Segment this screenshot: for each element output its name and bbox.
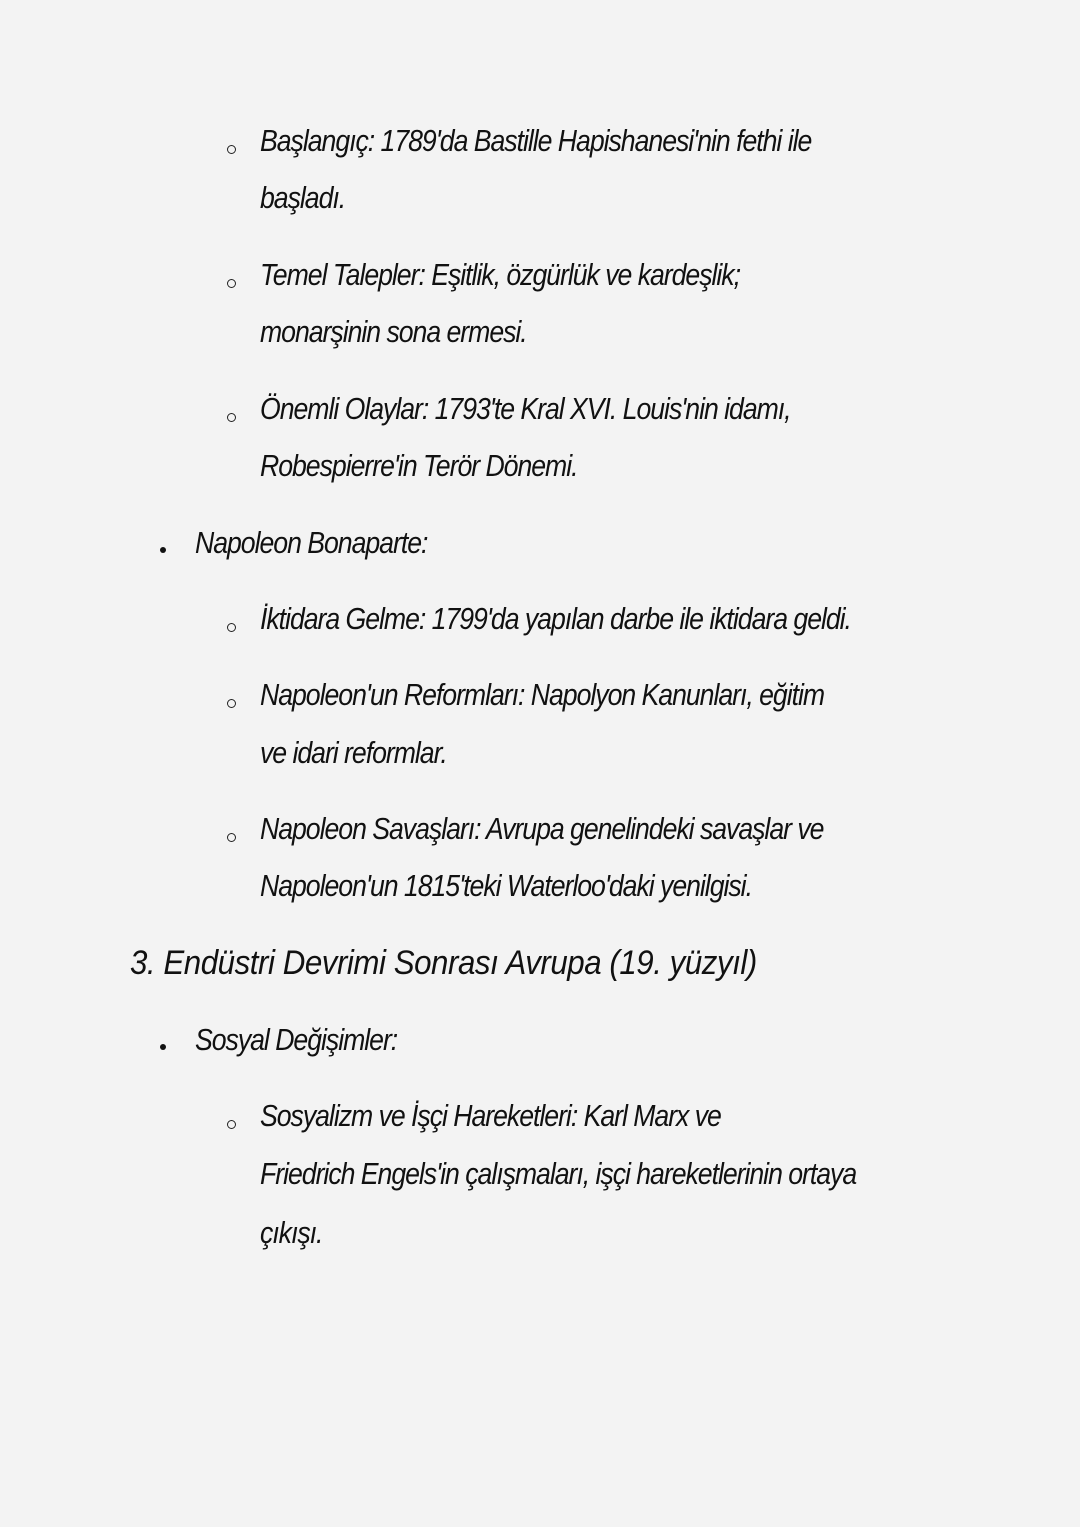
circle-bullet-icon	[227, 279, 236, 288]
bullet-dot-icon	[160, 1044, 166, 1050]
sub-bullet-item-text: Napoleon'un 1815'teki Waterloo'daki yenilgisi.	[260, 868, 752, 903]
bullet-dot-icon	[160, 547, 166, 553]
sub-bullet-item-text: Temel Talepler: Eşitlik, özgürlük ve kardeşlik;	[260, 257, 740, 292]
sub-bullet-item-text: Başlangıç: 1789'da Bastille Hapishanesi'nin fethi ile	[260, 123, 812, 158]
sub-bullet-item-text: başladı.	[260, 180, 346, 215]
sub-bullet-item-text: Robespierre'in Terör Dönemi.	[260, 448, 578, 483]
sub-bullet-item-text: Friedrich Engels'in çalışmaları, işçi hareketlerinin ortaya	[260, 1156, 857, 1191]
sub-bullet-item-text: Napoleon'un Reformları: Napolyon Kanunları, eğitim	[260, 677, 825, 712]
sub-bullet-item-text: monarşinin sona ermesi.	[260, 314, 527, 349]
circle-bullet-icon	[227, 699, 236, 708]
section-heading: 3. Endüstri Devrimi Sonrası Avrupa (19. yüzyıl)	[130, 944, 757, 982]
sub-bullet-item-text: ve idari reformlar.	[260, 735, 447, 770]
circle-bullet-icon	[227, 145, 236, 154]
circle-bullet-icon	[227, 413, 236, 422]
circle-bullet-icon	[227, 623, 236, 632]
bullet-item-text: Napoleon Bonaparte:	[195, 525, 428, 560]
bullet-item-text: Sosyal Değişimler:	[195, 1022, 398, 1057]
circle-bullet-icon	[227, 1120, 236, 1129]
sub-bullet-item-text: Napoleon Savaşları: Avrupa genelindeki savaşlar ve	[260, 811, 824, 846]
sub-bullet-item-text: İktidara Gelme: 1799'da yapılan darbe ile iktidara geldi.	[260, 601, 851, 636]
sub-bullet-item-text: Önemli Olaylar: 1793'te Kral XVI. Louis'nin idamı,	[260, 391, 791, 426]
sub-bullet-item-text: Sosyalizm ve İşçi Hareketleri: Karl Marx ve	[260, 1098, 721, 1133]
sub-bullet-item-text: çıkışı.	[260, 1215, 323, 1250]
circle-bullet-icon	[227, 833, 236, 842]
